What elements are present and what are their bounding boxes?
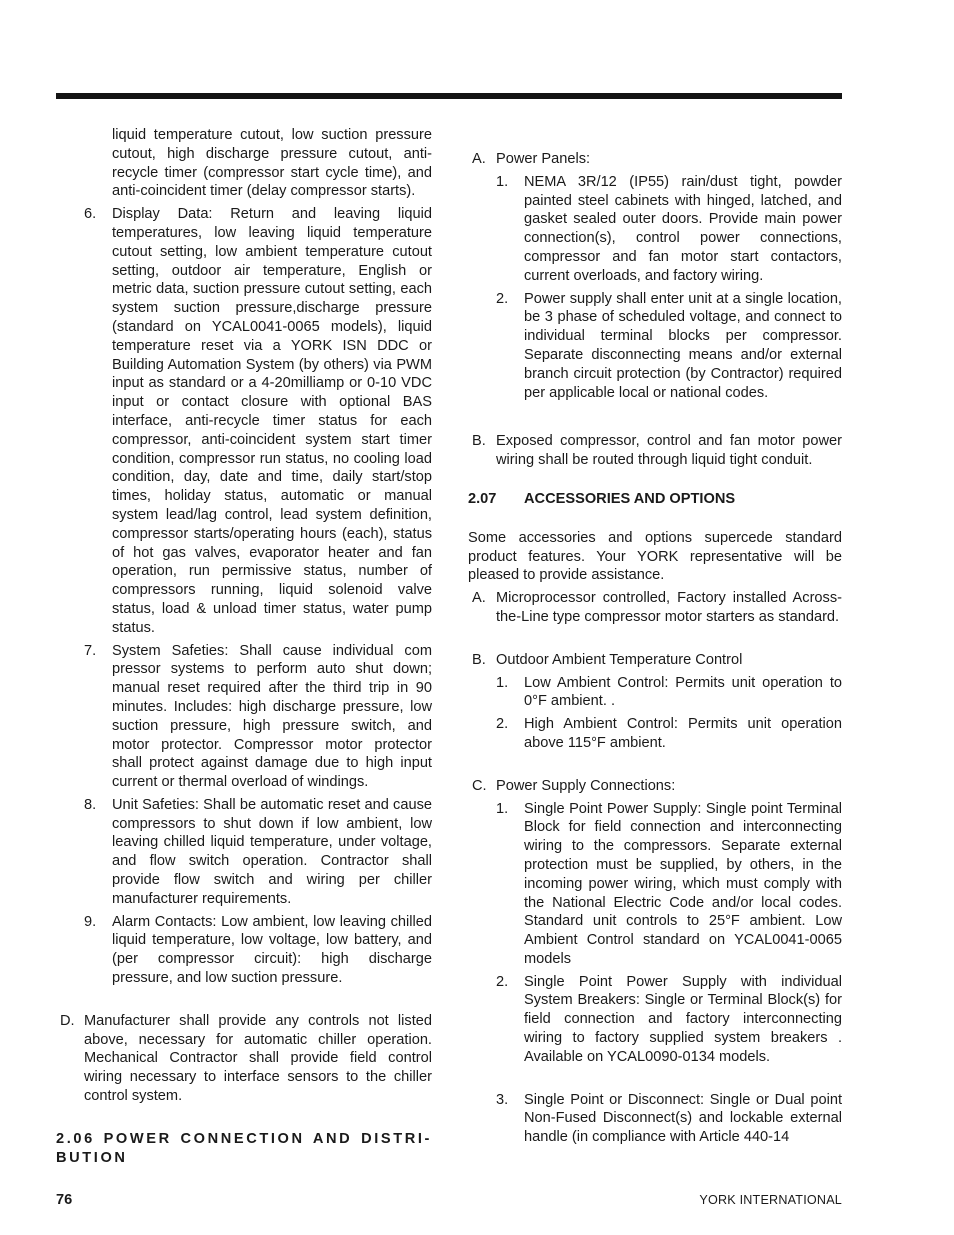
list-item bbox=[468, 173, 842, 286]
item-number: 1. bbox=[496, 674, 509, 691]
list-item bbox=[468, 715, 842, 753]
right-column bbox=[468, 150, 842, 1147]
item-text: Low Ambient Control: Permits unit operation to 0°F ambient. . bbox=[524, 674, 842, 710]
item-text: High Ambient Control: Permits unit operation above 115°F ambient. bbox=[524, 716, 842, 751]
item-number: 7. bbox=[84, 642, 97, 659]
paragraph-letter: A. bbox=[472, 590, 486, 607]
item-number: 2. bbox=[496, 973, 509, 990]
paragraph-letter: B. bbox=[472, 433, 486, 450]
paragraph-letter: C. bbox=[472, 777, 487, 794]
lettered-paragraph-b2 bbox=[468, 651, 842, 670]
item-number: 9. bbox=[84, 913, 97, 930]
item-number: 1. bbox=[496, 173, 509, 190]
lettered-paragraph-a bbox=[468, 150, 842, 169]
item-text: Single Point Power Supply with individual System Breakers: Single or Terminal Block(s) for field connection and factory interconnecting wiring to factory supplied system breakers . Available on YCAL0090-0134 models. bbox=[524, 973, 842, 1065]
item-text: Power supply shall enter unit at a single location, be 3 phase of scheduled voltage, and connect to individual terminal blocks per compressor. Separate disconnecting means and/or external branch circuit protection (by Contractor) required per applicable local or national codes. bbox=[524, 290, 842, 401]
list-item bbox=[56, 913, 432, 988]
lettered-paragraph-c bbox=[468, 777, 842, 796]
paragraph-letter: B. bbox=[472, 651, 486, 668]
list-item bbox=[468, 674, 842, 712]
paragraph-text: Microprocessor controlled, Factory installed Across-the-Line type compressor motor starters as standard. bbox=[496, 590, 842, 625]
item-text: NEMA 3R/12 (IP55) rain/dust tight, powder painted steel cabinets with hinged, latched, and gasket sealed outer doors. Provide main power connection(s), control power connections, compressor and fan motor start contactors, current overloads, and factory wiring. bbox=[524, 173, 842, 284]
paragraph-title: Outdoor Ambient Temperature Control bbox=[496, 651, 743, 668]
list-item bbox=[56, 642, 432, 792]
paragraph-title: Power Supply Connections: bbox=[496, 777, 676, 794]
item-number: 1. bbox=[496, 800, 509, 817]
paragraph-letter: D. bbox=[60, 1012, 75, 1029]
lettered-paragraph-d bbox=[56, 1012, 432, 1106]
left-column bbox=[56, 126, 432, 1167]
page-number: 76 bbox=[56, 1192, 73, 1208]
list-item bbox=[468, 1091, 842, 1147]
item-number: 2. bbox=[496, 716, 509, 733]
paragraph-title: Power Panels: bbox=[496, 151, 591, 167]
item-text: Unit Safeties: Shall be automatic reset and cause compressors to shut down if low ambient, low leaving chilled liquid temperature, under voltage, and flow switch operation. Contractor shall provide flow switch and wiring per chiller manufacturer requirements. bbox=[112, 796, 432, 907]
lettered-paragraph-a2 bbox=[468, 589, 842, 627]
paragraph-continuation: liquid temperature cutout, low suction pressure cutout, high discharge pressure cutout, anti-recycle timer (compressor start cycle time), and anti-coincident timer (delay compressor starts). bbox=[112, 127, 432, 200]
item-text: Display Data: Return and leaving liquid temperatures, low leaving liquid temperature cutout setting, low ambient temperature cutout setting, outdoor air temperature, English or metric data, suction pressure cutout setting, each system suction pressure,discharge pressure (standard on YCAL0041-0065 models), liquid temperature reset via a YORK ISN DDC or Building Automation System (by others) via PWM input as standard or a 4-20milliamp or 0-10 VDC input or contact closure with optional BAS interface, anti-recycle timer status for each compressor, anti-coincident system start timer condition, compressor run status, no cooling load condition, day, date and time, daily start/stop times, holiday status, automatic or manual system lead/lag control, lead system definition, compressor starts/operating hours (each), status of hot gas valves, evaporator heater and fan operation, run permissive status, number of compressors running, liquid solenoid valve status, load & unload timer status, water pump status. bbox=[112, 206, 432, 636]
item-text: System Safeties: Shall cause individual com pressor systems to perform auto shut down; manual reset required after the third trip in 90 minutes. Includes: high discharge pressure, low suction pressure, high pressure switch, and motor protector. Compressor motor protector shall protect against damage due to high input current or thermal overload of windings. bbox=[112, 642, 432, 791]
item-number: 8. bbox=[84, 796, 97, 813]
item-text: Alarm Contacts: Low ambient, low leaving chilled liquid temperature, low voltage, low battery, and (per compressor circuit): high discharge pressure, and low suction pressure. bbox=[112, 913, 432, 987]
header-rule bbox=[56, 93, 842, 99]
intro-paragraph: Some accessories and options supercede standard product features. Your YORK representative will be pleased to provide assistance. bbox=[468, 529, 842, 584]
footer-publisher: YORK INTERNATIONAL bbox=[699, 1193, 842, 1207]
item-text: Single Point Power Supply: Single point Terminal Block for field connection and interconnecting wiring to the compressors. Separate external protection must be supplied, by others, in the incoming power wiring, which must comply with the National Electric Code and/or local codes. Standard unit controls to 25°F ambient. Low Ambient Control standard on YCAL0041-0065 models bbox=[524, 800, 842, 967]
item-number: 2. bbox=[496, 290, 509, 307]
list-item bbox=[56, 796, 432, 909]
section-heading-2-06: 2.06 POWER CONNECTION AND DISTRI- BUTION bbox=[56, 1130, 432, 1166]
list-item bbox=[56, 205, 432, 637]
item-number: 3. bbox=[496, 1091, 509, 1108]
item-number: 6. bbox=[84, 206, 97, 223]
list-item bbox=[468, 290, 842, 403]
item-text: Single Point or Disconnect: Single or Dual point Non-Fused Disconnect(s) and lockable external handle (in compliance with Article 440-14 bbox=[524, 1091, 842, 1146]
list-item bbox=[468, 800, 842, 969]
lettered-paragraph-b bbox=[468, 432, 842, 470]
paragraph-letter: A. bbox=[472, 151, 486, 167]
section-title: ACCESSORIES AND OPTIONS bbox=[524, 490, 736, 507]
paragraph-text: Exposed compressor, control and fan motor power wiring shall be routed through liquid tight conduit. bbox=[496, 433, 842, 469]
paragraph-text: Manufacturer shall provide any controls not listed above, necessary for automatic chiller operation. Mechanical Contractor shall provide field control wiring necessary to interface sensors to the chiller control system. bbox=[84, 1012, 432, 1105]
section-number: 2.07 bbox=[468, 490, 497, 507]
list-item bbox=[468, 973, 842, 1067]
section-heading-2-07 bbox=[468, 490, 842, 509]
